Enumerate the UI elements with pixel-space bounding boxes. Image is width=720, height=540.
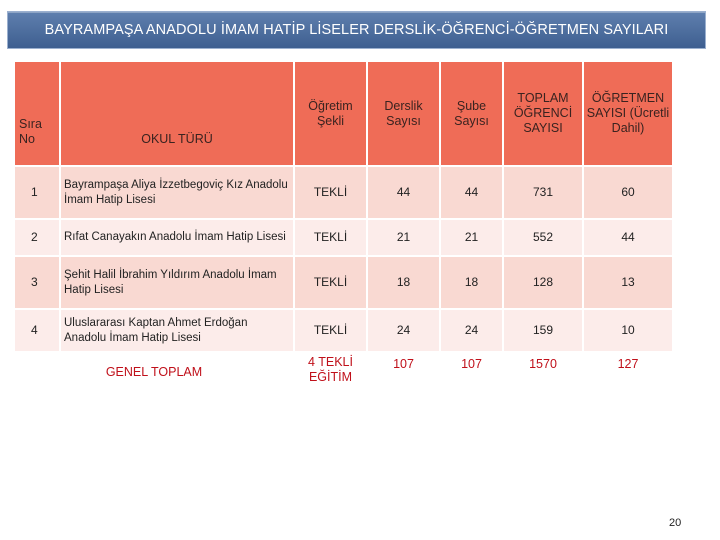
table-header-row	[14, 61, 673, 166]
table-row	[14, 256, 673, 309]
header-ogretim-sekli: Öğretim Şekli	[294, 61, 367, 166]
total-label: GENEL TOPLAM	[14, 352, 294, 400]
teacher-count: 13	[583, 256, 673, 309]
education-type: TEKLİ	[294, 256, 367, 309]
page-title: BAYRAMPAŞA ANADOLU İMAM HATİP LİSELER DERSLİK-ÖĞRENCİ-ÖĞRETMEN SAYILARI	[7, 11, 706, 49]
education-type: TEKLİ	[294, 219, 367, 256]
teacher-count: 10	[583, 309, 673, 352]
page-number: 20	[669, 517, 682, 529]
table-row	[14, 219, 673, 256]
total-section-count: 107	[440, 352, 503, 400]
total-row	[14, 352, 673, 400]
row-number: 2	[14, 219, 60, 256]
header-derslik-sayisi: Derslik Sayısı	[367, 61, 440, 166]
row-number: 3	[14, 256, 60, 309]
education-type: TEKLİ	[294, 309, 367, 352]
total-student-count: 1570	[503, 352, 583, 400]
header-ogretmen-sayisi: ÖĞRETMEN SAYISI (Ücretli Dahil)	[583, 61, 673, 166]
teacher-count: 44	[583, 219, 673, 256]
classroom-count: 44	[367, 166, 440, 219]
section-count: 21	[440, 219, 503, 256]
total-classroom-count: 107	[367, 352, 440, 400]
total-education-type: 4 TEKLİ EĞİTİM	[294, 352, 367, 400]
section-count: 24	[440, 309, 503, 352]
section-count: 18	[440, 256, 503, 309]
header-okul-turu: OKUL TÜRÜ	[60, 61, 294, 166]
row-number: 4	[14, 309, 60, 352]
classroom-count: 21	[367, 219, 440, 256]
header-sira-no: Sıra No	[14, 61, 60, 166]
student-count: 731	[503, 166, 583, 219]
school-name: Şehit Halil İbrahim Yıldırım Anadolu İmam Hatip Lisesi	[60, 256, 294, 309]
statistics-table	[13, 60, 674, 401]
classroom-count: 18	[367, 256, 440, 309]
header-sube-sayisi: Şube Sayısı	[440, 61, 503, 166]
table-row	[14, 309, 673, 352]
classroom-count: 24	[367, 309, 440, 352]
school-name: Rıfat Canayakın Anadolu İmam Hatip Lisesi	[60, 219, 294, 256]
header-toplam-ogrenci: TOPLAM ÖĞRENCİ SAYISI	[503, 61, 583, 166]
total-teacher-count: 127	[583, 352, 673, 400]
row-number: 1	[14, 166, 60, 219]
section-count: 44	[440, 166, 503, 219]
education-type: TEKLİ	[294, 166, 367, 219]
student-count: 159	[503, 309, 583, 352]
teacher-count: 60	[583, 166, 673, 219]
table-row	[14, 166, 673, 219]
student-count: 552	[503, 219, 583, 256]
school-name: Uluslararası Kaptan Ahmet Erdoğan Anadolu İmam Hatip Lisesi	[60, 309, 294, 352]
school-name: Bayrampaşa Aliya İzzetbegoviç Kız Anadolu İmam Hatip Lisesi	[60, 166, 294, 219]
student-count: 128	[503, 256, 583, 309]
